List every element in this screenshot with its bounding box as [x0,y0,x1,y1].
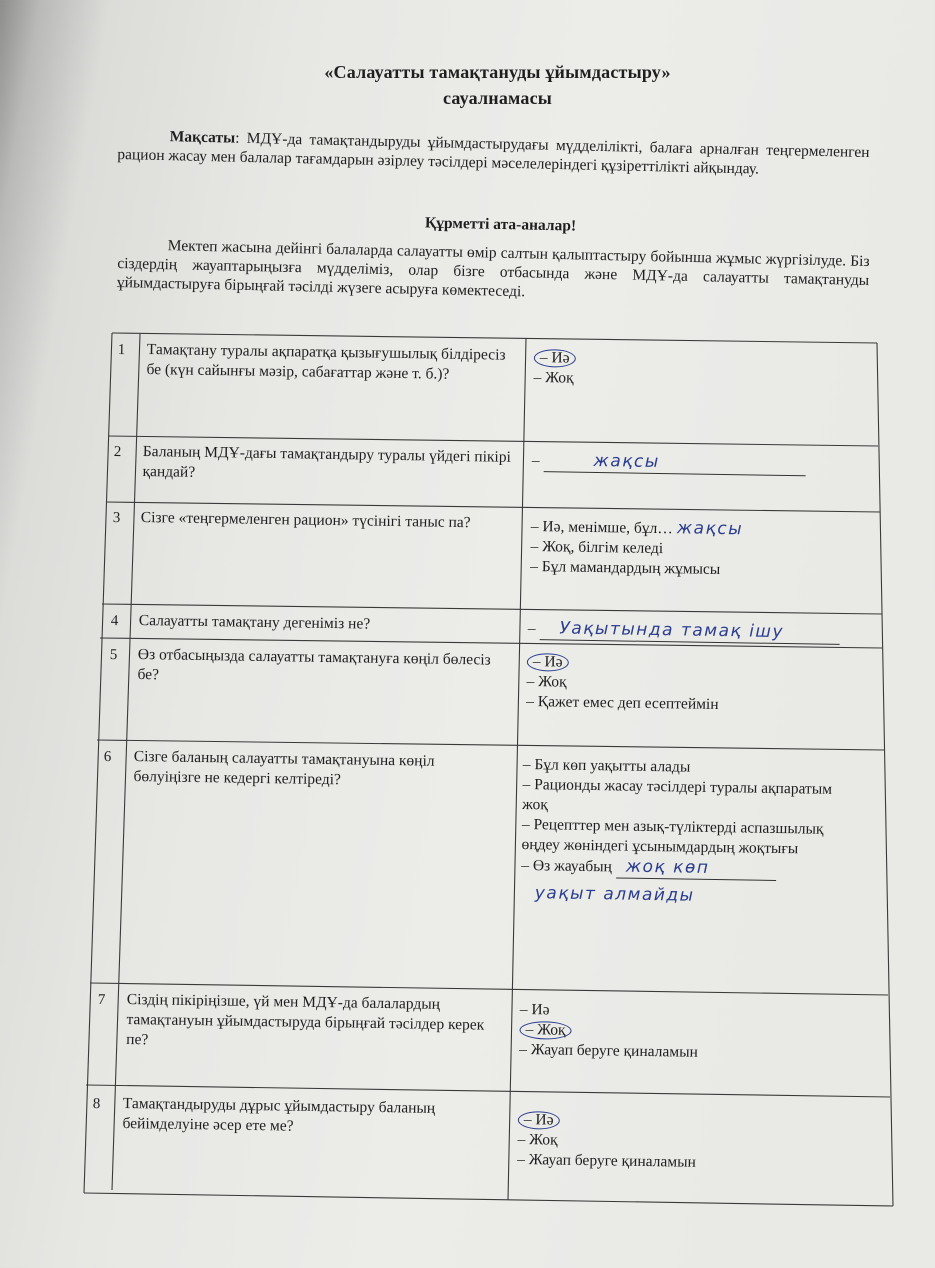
question-number: 8 [92,1095,101,1113]
question-text: Сізге «теңгермеленген рацион» түсінігі таныс па? [140,508,471,532]
question-number: 5 [109,646,118,664]
option-specialists-job[interactable]: – Бұл мамандардың жұмысы [530,557,721,578]
purpose-text: : МДҰ-да тамақтандыруды ұйымдастырудағы мүдделілікті, балаға арналған теңгермеленген рацион жасау мен балалар тағамдарын әзірлеу тәсілдері мәселелеріндегі құзіреттілікті айқындау. [117,129,870,178]
option-yes[interactable]: – Иә [534,348,576,369]
option-yes[interactable]: – Иә [519,1000,550,1019]
answer-options [519,1000,699,1063]
handwritten-answer-continued: уақыт алмайды [534,883,695,906]
option-takes-time[interactable]: – Бұл көп уақытты алады [522,755,691,776]
question-number: 3 [112,509,121,527]
question-text: Тамақтану туралы ақпаратқа қызығушылық білдіресіз бе (күн сайынғы мәзір, сабағаттар және т. б.)? [146,340,506,383]
intro-text: Мектеп жасына дейінгі балаларда салауатты өмір салтын қалыптастыру бойынша жұмыс жүргізілуде. Біз сіздердің жауаптарыңызға мүдделіміз, олар бізге отбасында және МДҰ-да салауатты тамақтануды ұйымдастыруға бірыңғай тәсілді жүзеге асыруға көмектеседі. [116,237,870,301]
answer-options [533,348,575,389]
option-not-needed[interactable]: – Қажет емес деп есептеймін [526,692,719,714]
question-text: Сіздің пікіріңізше, үй мен МДҰ-да балалардың тамақтануын ұйымдастыруда бірыңғай тәсілдер керек пе? [126,990,485,1049]
question-number: 4 [110,612,119,630]
question-number: 7 [97,991,106,1009]
option-no-recommendations[interactable]: – Рецепттер мен азық-түліктерді аспазшылық өңдеу жөніндегі ұсынымдардың жоқтығы [521,815,824,858]
document-title: «Салауатты тамақтануды ұйымдастыру» [324,62,671,82]
question-text: Өз отбасыңызда салауатты тамақтануға көңіл бөлесіз бе? [137,645,491,684]
option-no[interactable]: – Жоқ [519,1020,698,1043]
handwritten-answer: жақсы [676,518,744,540]
option-hard-to-answer[interactable]: – Жауап беруге қиналамын [517,1150,696,1171]
answer-line[interactable]: – жақсы [532,450,806,476]
option-no[interactable]: – Жоқ [517,1130,558,1149]
answer-options [526,652,719,715]
purpose-label: Мақсаты [169,128,236,147]
option-hard-to-answer[interactable]: – Жауап беруге қиналамын [519,1040,698,1061]
answer-options [530,516,743,580]
handwritten-answer: жоқ көп [625,856,710,878]
option-no-want-to-know[interactable]: – Жоқ, білгім келеді [530,537,664,558]
greeting-heading: Құрметті ата-аналар! [424,214,577,235]
question-number: 1 [117,341,126,359]
option-no[interactable]: – Жоқ [533,368,574,387]
option-no[interactable]: – Жоқ [526,672,567,691]
handwritten-answer: Уақытында тамақ ішу [559,618,785,643]
question-text: Баланың МДҰ-дағы тамақтандыру туралы үйдегі пікірі қандай? [142,442,512,481]
question-number: 6 [103,748,112,766]
answer-options [521,755,853,908]
question-text: Сізге баланың салауатты тамақтануына көңіл бөлуіңізге не кедергі келтіреді? [133,747,435,789]
question-text: Салауатты тамақтану дегеніміз не? [138,611,371,633]
answer-line[interactable]: – Уақытында тамақ ішу [528,618,840,645]
option-yes-explain[interactable]: – Иә, менімше, бұл… жақсы [530,517,744,540]
handwritten-answer: жақсы [593,450,660,473]
document-subtitle: сауалнамасы [442,88,553,108]
option-own-answer[interactable]: – Өз жауабың жоқ көп [521,855,851,882]
option-yes[interactable]: – Иә [527,652,720,675]
option-yes[interactable]: – Иә [518,1110,697,1133]
question-text: Тамақтандыруды дұрыс ұйымдастыру баланың бейімделуіне әсер ете ме? [122,1094,436,1135]
option-no-info[interactable]: – Рационды жасау тәсілдері туралы ақпаратым жоқ [522,775,833,814]
question-number: 2 [113,443,122,461]
answer-options [517,1110,697,1173]
